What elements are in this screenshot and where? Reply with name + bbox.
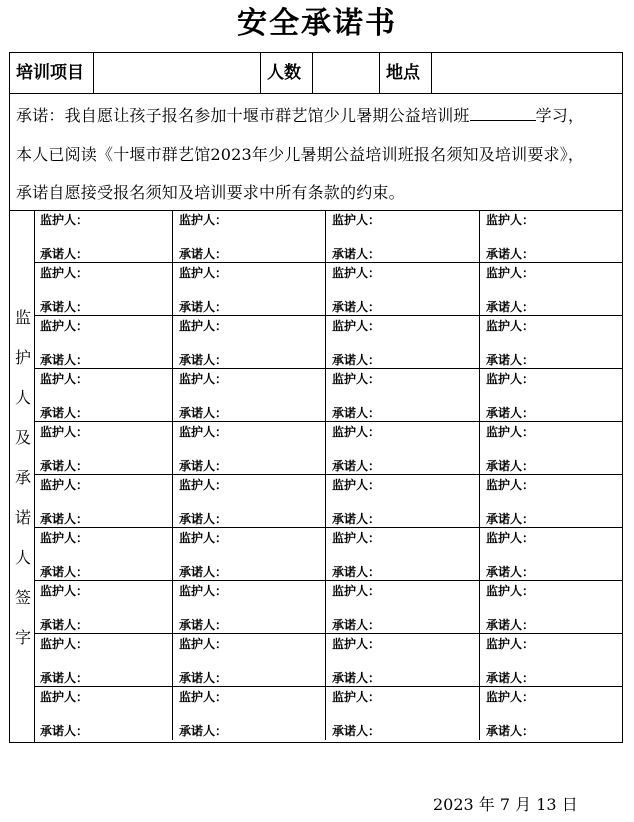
- pledger-signature-label: 承诺人：: [332, 300, 381, 314]
- project-label: 培训项目: [10, 53, 94, 93]
- pledger-signature-label: 承诺人：: [179, 724, 228, 738]
- pledger-signature-label: 承诺人：: [40, 353, 89, 367]
- pledger-signature-label: 承诺人：: [179, 247, 228, 261]
- project-field[interactable]: [94, 53, 261, 93]
- signature-cell[interactable]: [34, 475, 173, 528]
- signature-label-char: 人: [15, 388, 32, 407]
- pledger-signature-label: 承诺人：: [332, 512, 381, 526]
- location-field[interactable]: [432, 53, 622, 93]
- signature-label-char: 诺: [15, 508, 32, 527]
- signature-cell[interactable]: [326, 581, 480, 634]
- pledger-signature-label: 承诺人：: [40, 406, 89, 420]
- guardian-signature-label: 监护人：: [486, 319, 535, 333]
- guardian-signature-label: 监护人：: [179, 319, 228, 333]
- guardian-signature-label: 监护人：: [40, 584, 89, 598]
- pledger-signature-label: 承诺人：: [332, 618, 381, 632]
- signature-cell[interactable]: [326, 634, 480, 687]
- pledge-line-3: 承诺自愿接受报名须知及培训要求中所有条款的约束。: [16, 183, 405, 202]
- signature-cell[interactable]: [173, 422, 326, 475]
- pledger-signature-label: 承诺人：: [332, 247, 381, 261]
- guardian-signature-label: 监护人：: [332, 584, 381, 598]
- pledger-signature-label: 承诺人：: [486, 618, 535, 632]
- signature-label-char: 签: [15, 588, 32, 607]
- pledge-line-1: [16, 103, 584, 126]
- guardian-signature-label: 监护人：: [40, 319, 89, 333]
- signature-label-char: 护: [15, 348, 32, 367]
- count-field[interactable]: [313, 53, 380, 93]
- signature-section-label: [10, 210, 35, 742]
- signature-row: [34, 316, 622, 369]
- signature-cell[interactable]: [480, 581, 622, 634]
- guardian-signature-label: 监护人：: [332, 690, 381, 704]
- guardian-signature-label: 监护人：: [179, 637, 228, 651]
- pledge-form-table: [9, 52, 623, 743]
- signature-cell[interactable]: [480, 687, 622, 740]
- pledge-text: [10, 93, 622, 211]
- guardian-signature-label: 监护人：: [332, 478, 381, 492]
- pledger-signature-label: 承诺人：: [486, 512, 535, 526]
- pledger-signature-label: 承诺人：: [332, 724, 381, 738]
- pledger-signature-label: 承诺人：: [179, 671, 228, 685]
- guardian-signature-label: 监护人：: [179, 584, 228, 598]
- pledger-signature-label: 承诺人：: [486, 459, 535, 473]
- pledge-line-2: 本人已阅读《十堰市群艺馆2023年少儿暑期公益培训班报名须知及培训要求》，: [16, 145, 585, 164]
- signature-cell[interactable]: [480, 263, 622, 316]
- pledger-signature-label: 承诺人：: [332, 671, 381, 685]
- guardian-signature-label: 监护人：: [40, 266, 89, 280]
- pledger-signature-label: 承诺人：: [486, 406, 535, 420]
- pledger-signature-label: 承诺人：: [332, 459, 381, 473]
- document-date: 2023 年 7 月 13 日: [433, 795, 578, 814]
- guardian-signature-label: 监护人：: [486, 266, 535, 280]
- guardian-signature-label: 监护人：: [40, 637, 89, 651]
- signature-cell[interactable]: [34, 528, 173, 581]
- signature-cell[interactable]: [34, 634, 173, 687]
- pledger-signature-label: 承诺人：: [332, 353, 381, 367]
- signature-cell[interactable]: [173, 369, 326, 422]
- signature-label-char: 字: [15, 628, 32, 647]
- signature-row: [34, 422, 622, 475]
- signature-row: [34, 634, 622, 687]
- signature-cell[interactable]: [480, 369, 622, 422]
- guardian-signature-label: 监护人：: [486, 213, 535, 227]
- signature-cell[interactable]: [173, 316, 326, 369]
- signature-label-char: 及: [15, 428, 32, 447]
- guardian-signature-label: 监护人：: [486, 637, 535, 651]
- signature-row: [34, 687, 622, 740]
- signature-row: [34, 528, 622, 581]
- signature-cell[interactable]: [480, 528, 622, 581]
- signature-cell[interactable]: [173, 528, 326, 581]
- signature-row: [34, 263, 622, 316]
- signature-cell[interactable]: [326, 422, 480, 475]
- pledger-signature-label: 承诺人：: [40, 459, 89, 473]
- guardian-signature-label: 监护人：: [179, 690, 228, 704]
- signature-cell[interactable]: [173, 210, 326, 263]
- guardian-signature-label: 监护人：: [486, 531, 535, 545]
- pledger-signature-label: 承诺人：: [486, 353, 535, 367]
- guardian-signature-label: 监护人：: [486, 425, 535, 439]
- pledger-signature-label: 承诺人：: [40, 300, 89, 314]
- guardian-signature-label: 监护人：: [179, 425, 228, 439]
- signature-cell[interactable]: [173, 581, 326, 634]
- guardian-signature-label: 监护人：: [40, 531, 89, 545]
- signature-cell[interactable]: [34, 369, 173, 422]
- signature-row: [34, 581, 622, 634]
- signature-label-char: 监: [15, 308, 32, 327]
- guardian-signature-label: 监护人：: [332, 637, 381, 651]
- signature-cell[interactable]: [326, 475, 480, 528]
- count-label: 人数: [261, 53, 313, 93]
- guardian-signature-label: 监护人：: [179, 531, 228, 545]
- signature-cell[interactable]: [326, 316, 480, 369]
- signature-cell[interactable]: [480, 634, 622, 687]
- guardian-signature-label: 监护人：: [40, 372, 89, 386]
- pledge-line-1-text: 承诺：我自愿让孩子报名参加十堰市群艺馆少儿暑期公益培训班: [16, 106, 470, 125]
- guardian-signature-label: 监护人：: [332, 531, 381, 545]
- pledger-signature-label: 承诺人：: [179, 300, 228, 314]
- pledger-signature-label: 承诺人：: [179, 459, 228, 473]
- pledger-signature-label: 承诺人：: [40, 247, 89, 261]
- guardian-signature-label: 监护人：: [486, 584, 535, 598]
- signature-cell[interactable]: [326, 528, 480, 581]
- guardian-signature-label: 监护人：: [179, 266, 228, 280]
- signature-cell[interactable]: [34, 687, 173, 740]
- pledge-line-1-end: 学习，: [535, 106, 585, 125]
- signature-cell[interactable]: [173, 475, 326, 528]
- pledger-signature-label: 承诺人：: [40, 724, 89, 738]
- pledger-signature-label: 承诺人：: [40, 671, 89, 685]
- guardian-signature-label: 监护人：: [179, 213, 228, 227]
- signature-cell[interactable]: [480, 210, 622, 263]
- guardian-signature-label: 监护人：: [332, 319, 381, 333]
- pledger-signature-label: 承诺人：: [179, 406, 228, 420]
- pledger-signature-label: 承诺人：: [179, 512, 228, 526]
- pledger-signature-label: 承诺人：: [486, 247, 535, 261]
- pledger-signature-label: 承诺人：: [40, 512, 89, 526]
- guardian-signature-label: 监护人：: [40, 478, 89, 492]
- signature-label-char: 人: [15, 548, 32, 567]
- guardian-signature-label: 监护人：: [486, 478, 535, 492]
- pledger-signature-label: 承诺人：: [40, 565, 89, 579]
- guardian-signature-label: 监护人：: [486, 372, 535, 386]
- pledger-signature-label: 承诺人：: [332, 406, 381, 420]
- guardian-signature-label: 监护人：: [40, 690, 89, 704]
- form-header-row: [10, 53, 622, 94]
- signature-cell[interactable]: [326, 263, 480, 316]
- signature-cell[interactable]: [480, 422, 622, 475]
- signature-label-char: 承: [15, 468, 32, 487]
- signature-cell[interactable]: [173, 263, 326, 316]
- signature-cell[interactable]: [34, 210, 173, 263]
- signature-cell[interactable]: [173, 687, 326, 740]
- pledger-signature-label: 承诺人：: [40, 618, 89, 632]
- document-title: 安全承诺书: [237, 6, 397, 41]
- guardian-signature-label: 监护人：: [179, 478, 228, 492]
- signature-grid: [34, 210, 622, 742]
- signature-cell[interactable]: [34, 581, 173, 634]
- signature-row: [34, 369, 622, 422]
- signature-cell[interactable]: [480, 316, 622, 369]
- guardian-signature-label: 监护人：: [332, 425, 381, 439]
- signature-cell[interactable]: [326, 687, 480, 740]
- pledger-signature-label: 承诺人：: [486, 671, 535, 685]
- location-label: 地点: [380, 53, 432, 93]
- signature-cell[interactable]: [326, 369, 480, 422]
- guardian-signature-label: 监护人：: [332, 213, 381, 227]
- guardian-signature-label: 监护人：: [332, 266, 381, 280]
- guardian-signature-label: 监护人：: [179, 372, 228, 386]
- signature-cell[interactable]: [34, 263, 173, 316]
- guardian-signature-label: 监护人：: [332, 372, 381, 386]
- pledger-signature-label: 承诺人：: [486, 300, 535, 314]
- pledger-signature-label: 承诺人：: [486, 565, 535, 579]
- pledger-signature-label: 承诺人：: [179, 565, 228, 579]
- guardian-signature-label: 监护人：: [40, 213, 89, 227]
- signature-cell[interactable]: [34, 422, 173, 475]
- pledger-signature-label: 承诺人：: [179, 353, 228, 367]
- guardian-signature-label: 监护人：: [486, 690, 535, 704]
- pledger-signature-label: 承诺人：: [179, 618, 228, 632]
- guardian-signature-label: 监护人：: [40, 425, 89, 439]
- pledger-signature-label: 承诺人：: [486, 724, 535, 738]
- pledger-signature-label: 承诺人：: [332, 565, 381, 579]
- signature-row: [34, 210, 622, 263]
- signature-cell[interactable]: [173, 634, 326, 687]
- signature-row: [34, 475, 622, 528]
- class-name-blank[interactable]: [470, 106, 536, 121]
- signature-cell[interactable]: [480, 475, 622, 528]
- signature-cell[interactable]: [34, 316, 173, 369]
- signature-cell[interactable]: [326, 210, 480, 263]
